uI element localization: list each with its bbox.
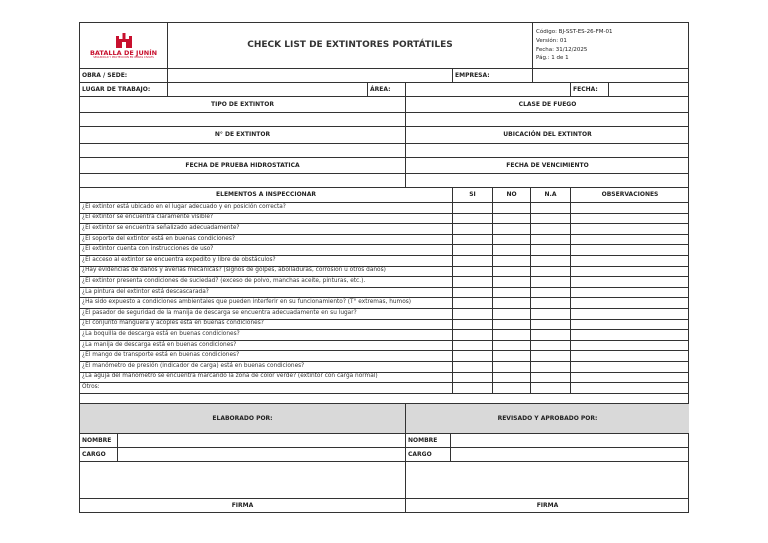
revisado-cargo-input[interactable]	[450, 447, 689, 461]
elaborado-firma-area[interactable]	[79, 461, 405, 498]
na-cell[interactable]	[530, 276, 570, 287]
na-cell[interactable]	[530, 372, 570, 383]
observaciones-cell[interactable]	[570, 202, 689, 213]
na-cell[interactable]	[530, 287, 570, 298]
elementos-header: ELEMENTOS A INSPECCIONAR	[79, 187, 452, 202]
na-cell[interactable]	[530, 382, 570, 393]
empresa-input[interactable]	[532, 68, 689, 82]
si-cell[interactable]	[452, 382, 492, 393]
revisado-firma-area[interactable]	[405, 461, 689, 498]
no-cell[interactable]	[492, 297, 530, 308]
checklist-item: ¿El conjunto manguera y acoples está en buenas condiciones?	[79, 319, 452, 330]
checklist-item: ¿La pintura del extintor está descascarada?	[79, 287, 452, 298]
na-cell[interactable]	[530, 308, 570, 319]
document-meta	[532, 22, 689, 68]
no-cell[interactable]	[492, 350, 530, 361]
na-cell[interactable]	[530, 350, 570, 361]
observaciones-cell[interactable]	[570, 234, 689, 245]
si-cell[interactable]	[452, 297, 492, 308]
si-cell[interactable]	[452, 340, 492, 351]
no-cell[interactable]	[492, 244, 530, 255]
checklist-item: ¿Hay evidencias de daños y averías mecánicas? (signos de golpes, abolladuras, corrosión u otros daños)	[79, 266, 452, 277]
clase-fuego-header: CLASE DE FUEGO	[405, 96, 689, 112]
no-cell[interactable]	[492, 266, 530, 277]
observaciones-cell[interactable]	[570, 297, 689, 308]
si-cell[interactable]	[452, 308, 492, 319]
checklist-item: ¿La boquilla de descarga está en buenas condiciones?	[79, 329, 452, 340]
checklist-item: ¿El extintor está ubicado en el lugar adecuado y en posición correcta?	[79, 202, 452, 213]
company-name: BATALLA DE JUNÍN	[89, 48, 158, 57]
si-cell[interactable]	[452, 255, 492, 266]
fecha-prueba-header: FECHA DE PRUEBA HIDROSTATICA	[79, 157, 405, 173]
na-cell[interactable]	[530, 234, 570, 245]
ubicacion-input[interactable]	[405, 143, 689, 157]
area-label: ÁREA:	[367, 82, 405, 96]
elaborado-nombre-label: NOMBRE	[79, 433, 117, 447]
no-cell[interactable]	[492, 213, 530, 224]
no-cell[interactable]	[492, 319, 530, 330]
fecha-vencimiento-header: FECHA DE VENCIMIENTO	[405, 157, 689, 173]
no-header: NO	[492, 187, 530, 202]
si-cell[interactable]	[452, 319, 492, 330]
elaborado-cargo-label: CARGO	[79, 447, 117, 461]
fecha-vencimiento-input[interactable]	[405, 173, 689, 187]
no-cell[interactable]	[492, 234, 530, 245]
elaborado-header: ELABORADO POR:	[79, 403, 405, 433]
no-cell[interactable]	[492, 255, 530, 266]
na-cell[interactable]	[530, 202, 570, 213]
na-cell[interactable]	[530, 340, 570, 351]
checklist-item: ¿El acceso al extintor se encuentra expedito y libre de obstáculos?	[79, 255, 452, 266]
si-cell[interactable]	[452, 276, 492, 287]
fecha-prueba-input[interactable]	[79, 173, 405, 187]
observaciones-cell[interactable]	[570, 319, 689, 330]
lugar-trabajo-label: LUGAR DE TRABAJO:	[79, 82, 167, 96]
observaciones-cell[interactable]	[570, 372, 689, 383]
revisado-firma-label: FIRMA	[405, 498, 689, 513]
observaciones-cell[interactable]	[570, 287, 689, 298]
si-cell[interactable]	[452, 223, 492, 234]
si-cell[interactable]	[452, 234, 492, 245]
checklist-item: ¿El extintor cuenta con instrucciones de uso?	[79, 244, 452, 255]
fecha-label: FECHA:	[570, 82, 608, 96]
observaciones-cell[interactable]	[570, 255, 689, 266]
observaciones-cell[interactable]	[570, 350, 689, 361]
observaciones-cell[interactable]	[570, 308, 689, 319]
no-cell[interactable]	[492, 340, 530, 351]
checklist-item: ¿El extintor presenta condiciones de suciedad? (exceso de polvo, manchas aceite, pinturas, etc.).	[79, 276, 452, 287]
no-cell[interactable]	[492, 287, 530, 298]
na-cell[interactable]	[530, 266, 570, 277]
si-header: SI	[452, 187, 492, 202]
clase-fuego-input[interactable]	[405, 112, 689, 126]
empresa-label: EMPRESA:	[452, 68, 532, 82]
doc-page: Pág.: 1 de 1	[536, 55, 569, 62]
na-cell[interactable]	[530, 319, 570, 330]
ubicacion-header: UBICACIÓN DEL EXTINTOR	[405, 126, 689, 143]
si-cell[interactable]	[452, 372, 492, 383]
tipo-extintor-input[interactable]	[79, 112, 405, 126]
na-cell[interactable]	[530, 361, 570, 372]
observaciones-cell[interactable]	[570, 213, 689, 224]
no-cell[interactable]	[492, 308, 530, 319]
na-cell[interactable]	[530, 244, 570, 255]
no-cell[interactable]	[492, 361, 530, 372]
si-cell[interactable]	[452, 266, 492, 277]
checklist-item: ¿El mango de transporte está en buenas condiciones?	[79, 350, 452, 361]
observaciones-header: OBSERVACIONES	[570, 187, 689, 202]
checklist-item: ¿La aguja del manómetro se encuentra marcando la zona de color verde? (extintor con carga normal)	[79, 372, 452, 383]
si-cell[interactable]	[452, 213, 492, 224]
obra-sede-label: OBRA / SEDE:	[79, 68, 167, 82]
checklist-item: ¿Ha sido expuesto a condiciones ambientales que pueden interferir en su funcionamiento? (T° extremas, humos)	[79, 297, 452, 308]
revisado-cargo-label: CARGO	[405, 447, 450, 461]
si-cell[interactable]	[452, 202, 492, 213]
revisado-nombre-label: NOMBRE	[405, 433, 450, 447]
observaciones-cell[interactable]	[570, 329, 689, 340]
si-cell[interactable]	[452, 329, 492, 340]
fecha-input[interactable]	[608, 82, 689, 96]
observaciones-cell[interactable]	[570, 223, 689, 234]
doc-code: Código: BJ-SST-ES-26-FM-01	[536, 28, 613, 35]
fortress-logo-icon	[114, 31, 134, 49]
na-cell[interactable]	[530, 223, 570, 234]
tipo-extintor-header: TIPO DE EXTINTOR	[79, 96, 405, 112]
si-cell[interactable]	[452, 350, 492, 361]
observaciones-cell[interactable]	[570, 382, 689, 393]
checklist-item: ¿El manómetro de presión (indicador de carga) está en buenas condiciones?	[79, 361, 452, 372]
doc-version: Versión: 01	[536, 37, 567, 44]
no-cell[interactable]	[492, 202, 530, 213]
checklist-spacer-row	[79, 393, 689, 403]
si-cell[interactable]	[452, 287, 492, 298]
revisado-nombre-input[interactable]	[450, 433, 689, 447]
na-cell[interactable]	[530, 329, 570, 340]
observaciones-cell[interactable]	[570, 340, 689, 351]
checklist-form	[79, 22, 689, 513]
revisado-header: REVISADO Y APROBADO POR:	[405, 403, 689, 433]
checklist-item: ¿El soporte del extintor está en buenas condiciones?	[79, 234, 452, 245]
elaborado-cargo-input[interactable]	[117, 447, 405, 461]
observaciones-cell[interactable]	[570, 244, 689, 255]
company-logo	[79, 22, 167, 68]
no-cell[interactable]	[492, 276, 530, 287]
form-title: CHECK LIST DE EXTINTORES PORTÁTILES	[167, 22, 532, 68]
observaciones-cell[interactable]	[570, 266, 689, 277]
checklist-item: Otros:	[79, 382, 452, 393]
checklist-item: ¿El pasador de seguridad de la manija de descarga se encuentra adecuadamente en su lugar?	[79, 308, 452, 319]
obra-sede-input[interactable]	[167, 68, 452, 82]
no-cell[interactable]	[492, 382, 530, 393]
area-input[interactable]	[405, 82, 570, 96]
checklist-item: ¿El extintor se encuentra señalizado adecuadamente?	[79, 223, 452, 234]
observaciones-cell[interactable]	[570, 276, 689, 287]
na-cell[interactable]	[530, 297, 570, 308]
doc-date: Fecha: 31/12/2025	[536, 46, 588, 53]
no-cell[interactable]	[492, 372, 530, 383]
na-cell[interactable]	[530, 255, 570, 266]
company-tagline: SEGURIDAD Y PROTECCIÓN EN OBRAS CIVILES	[93, 56, 154, 60]
si-cell[interactable]	[452, 244, 492, 255]
observaciones-cell[interactable]	[570, 361, 689, 372]
checklist-item: ¿El extintor se encuentra claramente visible?	[79, 213, 452, 224]
elaborado-nombre-input[interactable]	[117, 433, 405, 447]
elaborado-firma-label: FIRMA	[79, 498, 405, 513]
n-extintor-input[interactable]	[79, 143, 405, 157]
si-cell[interactable]	[452, 361, 492, 372]
na-header: N.A	[530, 187, 570, 202]
no-cell[interactable]	[492, 223, 530, 234]
no-cell[interactable]	[492, 329, 530, 340]
na-cell[interactable]	[530, 213, 570, 224]
lugar-trabajo-input[interactable]	[167, 82, 367, 96]
checklist-item: ¿La manija de descarga está en buenas condiciones?	[79, 340, 452, 351]
n-extintor-header: N° DE EXTINTOR	[79, 126, 405, 143]
